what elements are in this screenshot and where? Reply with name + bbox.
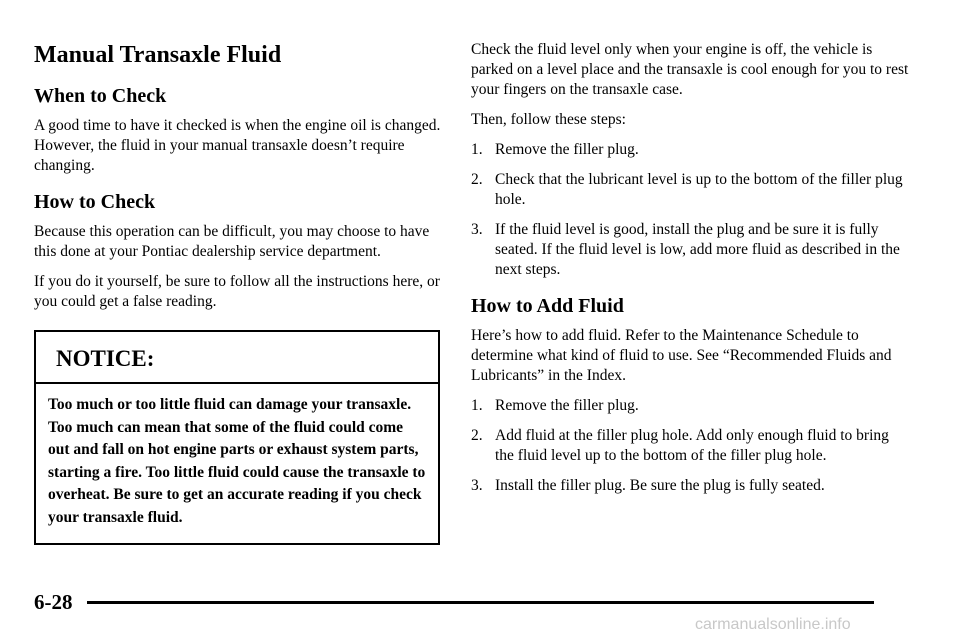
page-title: Manual Transaxle Fluid	[34, 42, 282, 68]
add-step	[471, 426, 911, 466]
how-to-check-heading: How to Check	[34, 191, 156, 213]
page-number: 6-28	[34, 590, 73, 614]
notice-box	[34, 330, 440, 545]
notice-heading: NOTICE:	[36, 332, 438, 384]
watermark: carmanualsonline.info	[695, 616, 851, 633]
step-number: 2.	[471, 171, 483, 188]
when-to-check-body: A good time to have it checked is when the engine oil is changed. However, the fluid in your manual transaxle doesn’t require changing.	[34, 117, 441, 174]
how-to-check-paragraph: Because this operation can be difficult, you may choose to have this done at your Pontiac dealership service department.	[34, 223, 430, 260]
left-column	[34, 40, 444, 545]
step-text: Install the filler plug. Be sure the plug is fully seated.	[495, 477, 825, 494]
when-to-check-heading: When to Check	[34, 85, 167, 107]
step-text: If the fluid level is good, install the plug and be sure it is fully seated. If the fluid level is low, add more fluid as described in the next steps.	[495, 221, 900, 278]
step-text: Remove the filler plug.	[495, 397, 639, 414]
right-column	[471, 40, 911, 506]
footer-rule	[87, 601, 875, 604]
step-number: 3.	[471, 221, 483, 238]
page-footer	[34, 590, 874, 614]
how-to-add-heading: How to Add Fluid	[471, 295, 624, 317]
step-number: 1.	[471, 397, 483, 414]
notice-body: Too much or too little fluid can damage your transaxle. Too much can mean that some of the fluid could come out and fall on hot engine parts or exhaust system parts, starting a fire. Too little fluid could cause the transaxle to overheat. Be sure to get an accurate reading if you check your transaxle fluid.	[48, 396, 426, 526]
check-step	[471, 220, 911, 280]
step-number: 1.	[471, 141, 483, 158]
step-text: Check that the lubricant level is up to the bottom of the filler plug hole.	[495, 171, 903, 208]
check-intro: Check the fluid level only when your engine is off, the vehicle is parked on a level place and the transaxle is cool enough for you to rest your fingers on the transaxle case.	[471, 41, 909, 98]
how-to-check-paragraph: If you do it yourself, be sure to follow all the instructions here, or you could get a false reading.	[34, 273, 440, 310]
step-number: 3.	[471, 477, 483, 494]
how-to-add-intro: Here’s how to add fluid. Refer to the Maintenance Schedule to determine what kind of fluid to use. See “Recommended Fluids and Lubricants” in the Index.	[471, 327, 892, 384]
check-step	[471, 170, 911, 210]
add-step	[471, 396, 911, 416]
step-text: Remove the filler plug.	[495, 141, 639, 158]
step-text: Add fluid at the filler plug hole. Add only enough fluid to bring the fluid level up to the bottom of the filler plug hole.	[495, 427, 889, 464]
add-step	[471, 476, 911, 496]
check-lead: Then, follow these steps:	[471, 111, 626, 128]
step-number: 2.	[471, 427, 483, 444]
check-step	[471, 140, 911, 160]
